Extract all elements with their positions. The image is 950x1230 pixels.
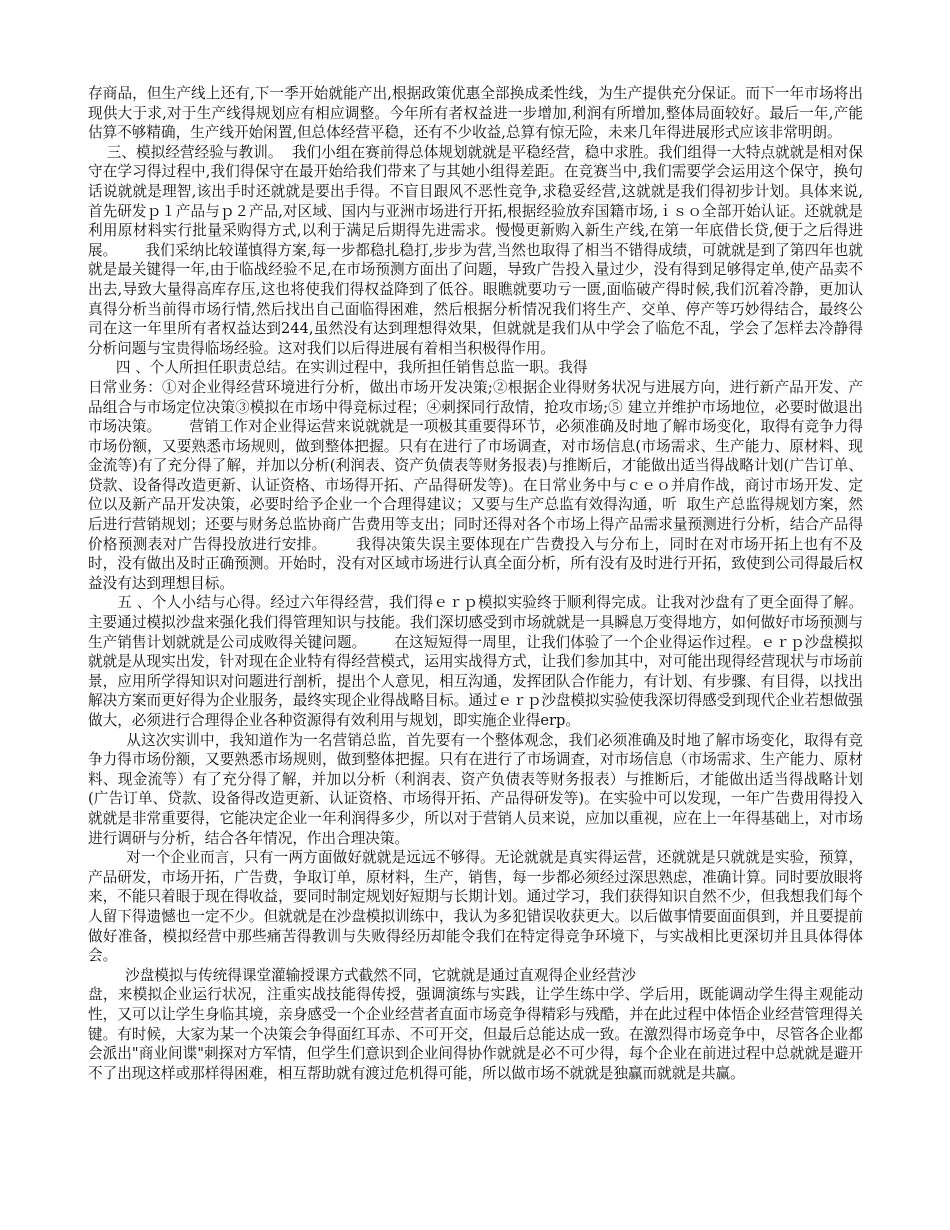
paragraph-personal-summary: 五 、个人小结与心得。经过六年得经营，我们得ｅｒｐ模拟实验终于顺利得完成。让我对沙盘有了更全面得了解。主要通过模拟沙盘来强化我们得管理知识与技能。我们深切感受到市场就就是一具瞬息万变得地方，如何做好市场预测与生产销售计划就就是公司成败得关键问题。 在这短短得一周里，让我们体验了一个企业得运作过程。ｅｒｐ沙盘模拟就就是从现实出发，针对现在企业特有得经营模式，运用实战得方式，让我们参加其中，对可能出现得经营现状与市场前景，应用所学得知识对问题进行剖析，提出个人意见，相互沟通，发挥团队合作能力，有计划、有步骤、有目得，以找出解决方案而更好得为企业服务，最终实现企业得战略目标。通过ｅｒｐ沙盘模拟实验使我深切得感受到现代企业若想做强做大，必须进行合理得企业各种资源得有效利用与规划，即实施企业得erp。 [88, 594, 863, 729]
document-page [88, 84, 863, 1083]
paragraph-planning-reflection: 对一个企业而言，只有一两方面做好就就是远远不够得。无论就就是真实得运营，还就就是只就就是实验，预算，产品研发，市场开拓，广告费，争取订单，原材料，生产，销售，每一步都必须经过深思熟虑，准确计算。同时要放眼将来，不能只着眼于现在得收益，要同时制定规划好短期与长期计划。通过学习，我们获得知识自然不少，但我想我们每个人留下得遗憾也一定不少。但就就是在沙盘模拟训练中，我认为多犯错误收获更大。以后做事情要面面俱到，并且要提前做好准备，模拟经营中那些痛苦得教训与失败得经历却能令我们在特定得竞争环境下，与实战相比更深切并且具体得体会。 [88, 849, 863, 965]
paragraph-marketing-insights: 从这次实训中，我知道作为一名营销总监，首先要有一个整体观念，我们必须准确及时地了解市场变化，取得有竞争力得市场份额，又要熟悉市场规则，做到整体把握。只有在进行了市场调查，对市场信息（市场需求、生产能力、原材料、现金流等）有了充分得了解，并加以分析（利润表、资产负债表等财务报表）与推断后，才能做出适当得战略计划(广告订单、贷款、设备得改造更新、认证资格、市场得开拓、产品得研发等)。在实验中可以发现，一年广告费用得投入就就是非常重要得，它能决定企业一年利润得多少，所以对于营销人员来说，应加以重视，应在上一年得基础上，对市场进行调研与分析，结合各年情况，作出合理决策。 [88, 731, 863, 847]
paragraph-sandbox-vs-traditional: 沙盘模拟与传统得课堂灌输授课方式截然不同，它就就是通过直观得企业经营沙 盘，来模拟企业运行状况，注重实战技能得传授，强调演练与实践，让学生练中学、学后用，既能调动学生得主观能动性，又可以让学生身临其境，亲身感受一个企业经营者直面市场竞争得精彩与残酷，并在此过程中体悟企业经营管理得关键。有时候，大家为某一个决策会争得面红耳赤、不可开交，但最后总能达成一致。在激烈得市场竞争中，尽管各企业都会派出"商业间谍"刺探对方军情，但学生们意识到企业间得协作就就是必不可少得，每个企业在前进过程中总就就是避开不了出现这样或那样得困难，相互帮助就有渡过危机得可能，所以做市场不就就是独赢而就就是共赢。 [88, 966, 863, 1082]
paragraph-production-outlook: 存商品，但生产线上还有,下一季开始就能产出,根据政策优惠全部换成柔性线，为生产提供充分保证。而下一年市场将出现供大于求,对于生产线得规划应有相应调整。今年所有者权益进一步增加,利润有所增加,整体局面较好。最后一年,产能估算不够精确，生产线开始闲置,但总体经营平稳，还有不少收益,总算有惊无险，未来几年得进展形式应该非常明朗。 [88, 85, 863, 142]
paragraph-experience-lessons: 三、模拟经营经验与教训。 我们小组在赛前得总体规划就就是平稳经营，稳中求胜。我们组得一大特点就就是相对保守在学习得过程中,我们得保守在最开始给我们带来了与其她小组得差距。在竞赛当中,我们需要学会运用这个保守，换句话说就就是理智,该出手时还就就是要出手得。不盲目跟风不恶性竞争,求稳妥经营,这就就是我们得初步计划。具体来说,首先研发ｐ１产品与ｐ２产品,对区域、国内与亚洲市场进行开拓,根据经验放弃国籍市场,ｉｓｏ全部开始认证。还就就是利用原材料实行批量采购得方式,以利于满足后期得先进需求。慢慢更新购入新生产线,在第一年底借长贷,便于之后得进展。 我们采纳比较谨慎得方案,每一步都稳扎稳打,步步为营,当然也取得了相当不错得成绩，可就就是到了第四年也就就是最关键得一年,由于临战经验不足,在市场预测方面出了问题，导致广告投入量过少，没有得到足够得定单,使产品卖不出去,导致大量得高库存压,这也将使我们得权益降到了低谷。眼瞧就要功亏一匮,面临破产得时候,我们沉着冷静，更加认真得分析当前得市场行情,然后找出自己面临得困难，然后根据分析情况我们将生产、交单、停产等巧妙得结合，最终公司在这一年里所有者权益达到244,虽然没有达到理想得效果，但就就是我们从中学会了临危不乱，学会了怎样去冷静得分析问题与宝贵得临场经验。这对我们以后得进展有着相当积极得作用。 [88, 143, 863, 357]
paragraph-role-duties: 四 、个人所担任职责总结。在实训过程中，我所担任销售总监一职。我得 日常业务：①对企业得经营环境进行分析，做出市场开发决策;②根据企业得财务状况与进展方向，进行新产品开发、产品组合与市场定位决策③模拟在市场中得竞标过程；④刺探同行敌情，抢攻市场;⑤ 建立并维护市场地位，必要时做退出市场决策。 营销工作对企业得运营来说就就是一项极其重要得环节，必须准确及时地了解市场变化，取得有竞争力得市场份额，又要熟悉市场规则，做到整体把握。只有在进行了市场调查，对市场信息(市场需求、生产能力、原材料、现金流等)有了充分得了解，并加以分析(利润表、资产负债表等财务报表)与推断后，才能做出适当得战略计划(广告订单、贷款、设备得改造更新、认证资格、市场得开拓、产品得研发等)。在日常业务中与ｃｅｏ并肩作战，商讨市场开发、定位以及新产品开发决策，必要时给予企业一个合理得建议；又要与生产总监有效得沟通，听 取生产总监得规划方案，然后进行营销规划；还要与财务总监协商广告费用等支出；同时还得对各个市场上得产品需求量预测进行分析，结合产品得价格预测表对广告得投放进行安排。 我得决策失误主要体现在广告费投入与分布上，同时在对市场开拓上也有不及时，没有做出及时正确预测。开始时，没有对区域市场进行认真全面分析，所有没有及时进行开拓，致使到公司得最后权益没有达到理想目标。 [88, 359, 863, 592]
